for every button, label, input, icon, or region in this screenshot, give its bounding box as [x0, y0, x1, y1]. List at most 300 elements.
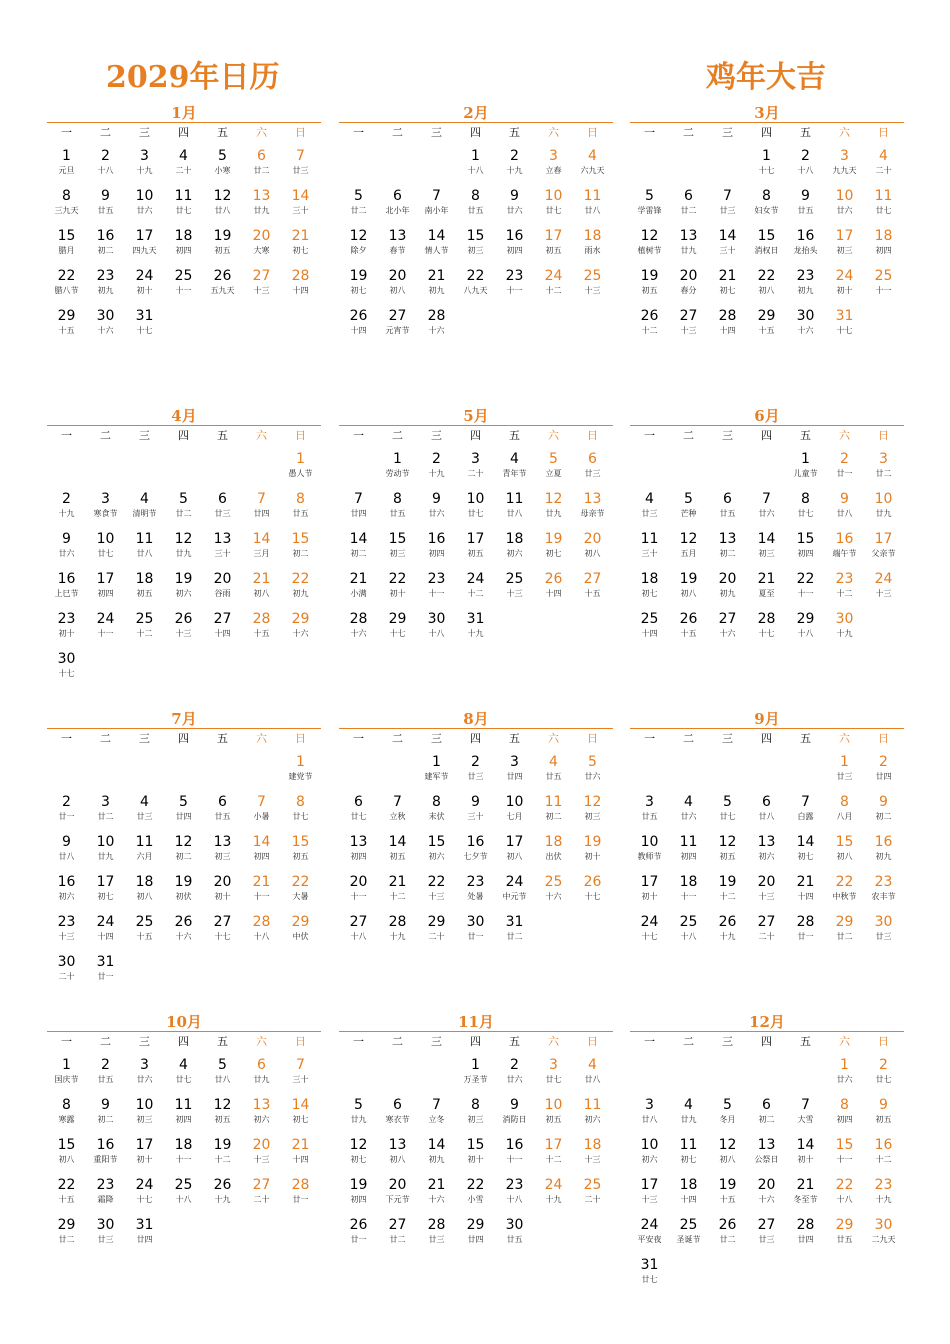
day-cell — [203, 794, 242, 822]
lunar-date: 立春 — [545, 166, 562, 175]
day-cell — [864, 571, 903, 599]
day-cell — [417, 834, 456, 862]
day-cell — [786, 794, 825, 822]
day-cell — [534, 834, 573, 862]
day-cell — [456, 531, 495, 559]
weekday-header: 三 — [139, 1035, 150, 1048]
day-number: 20 — [757, 874, 776, 890]
weekday-header: 六 — [839, 126, 850, 139]
weekday-header: 六 — [548, 732, 559, 745]
lunar-date: 端午节 — [832, 549, 857, 558]
day-cell — [164, 1177, 203, 1205]
lunar-date: 初八 — [136, 892, 153, 901]
day-number: 31 — [505, 914, 524, 930]
weekday-header: 六 — [548, 1035, 559, 1048]
day-cell — [203, 874, 242, 902]
lunar-date: 初七 — [719, 286, 736, 295]
month-name: 1月 — [171, 104, 197, 122]
day-cell — [708, 571, 747, 599]
day-number: 30 — [57, 651, 76, 667]
lunar-date: 初五 — [136, 589, 153, 598]
day-number: 6 — [684, 188, 693, 204]
lunar-date: 初三 — [214, 852, 231, 861]
day-cell — [456, 874, 495, 902]
month-divider — [339, 1031, 613, 1032]
day-cell — [125, 1057, 164, 1085]
day-number: 7 — [354, 491, 363, 507]
weekday-header: 二 — [683, 126, 694, 139]
day-number: 27 — [583, 571, 602, 587]
lunar-date: 腊月 — [58, 246, 75, 255]
day-number: 28 — [291, 1177, 310, 1193]
day-cell — [573, 1177, 612, 1205]
day-cell — [456, 268, 495, 296]
month-divider — [339, 122, 613, 123]
lunar-date: 廿六 — [680, 812, 697, 821]
day-cell — [825, 531, 864, 559]
day-cell — [281, 1057, 320, 1085]
weekday-header: 四 — [178, 1035, 189, 1048]
lunar-date: 元宵节 — [385, 326, 410, 335]
day-cell — [573, 491, 612, 519]
day-number: 21 — [757, 571, 776, 587]
day-number: 28 — [349, 611, 368, 627]
day-cell — [573, 1057, 612, 1085]
lunar-date: 万圣节 — [463, 1075, 488, 1084]
lunar-date: 廿七 — [641, 1275, 658, 1284]
day-cell — [708, 491, 747, 519]
day-cell — [708, 914, 747, 942]
day-number: 4 — [510, 451, 519, 467]
lunar-date: 初八 — [506, 852, 523, 861]
lunar-date: 十九 — [467, 629, 484, 638]
lunar-date: 大寒 — [253, 246, 270, 255]
day-number: 11 — [679, 1137, 698, 1153]
lunar-date: 寒露 — [58, 1115, 75, 1124]
day-number: 5 — [354, 188, 363, 204]
day-number: 20 — [213, 874, 232, 890]
lunar-date: 初九 — [428, 286, 445, 295]
day-cell — [339, 834, 378, 862]
lunar-date: 十八 — [97, 166, 114, 175]
day-number: 5 — [723, 1097, 732, 1113]
day-number: 14 — [796, 834, 815, 850]
day-cell — [747, 1177, 786, 1205]
day-number: 2 — [101, 148, 110, 164]
day-number: 23 — [57, 611, 76, 627]
day-cell — [339, 1097, 378, 1125]
lunar-date: 廿二 — [253, 166, 270, 175]
day-number: 30 — [57, 954, 76, 970]
day-cell — [339, 874, 378, 902]
lunar-date: 廿七 — [719, 812, 736, 821]
day-number: 26 — [349, 1217, 368, 1233]
day-cell — [669, 228, 708, 256]
lunar-date: 初四 — [97, 589, 114, 598]
day-cell — [47, 954, 86, 982]
lunar-date: 初二 — [97, 246, 114, 255]
lunar-date: 二十 — [175, 166, 192, 175]
lunar-date: 初三 — [467, 1115, 484, 1124]
day-cell — [534, 1177, 573, 1205]
lunar-date: 十八 — [175, 1195, 192, 1204]
day-number: 30 — [505, 1217, 524, 1233]
day-cell — [747, 531, 786, 559]
lunar-date: 十一 — [350, 892, 367, 901]
day-number: 27 — [757, 1217, 776, 1233]
day-number: 23 — [874, 1177, 893, 1193]
day-number: 25 — [135, 611, 154, 627]
day-number: 1 — [62, 1057, 71, 1073]
day-cell — [747, 914, 786, 942]
day-number: 19 — [349, 1177, 368, 1193]
lunar-date: 廿八 — [214, 206, 231, 215]
weekday-header: 三 — [431, 1035, 442, 1048]
lunar-date: 教师节 — [637, 852, 662, 861]
day-number: 18 — [544, 834, 563, 850]
lunar-date: 立夏 — [545, 469, 562, 478]
day-number: 7 — [257, 794, 266, 810]
day-cell — [281, 451, 320, 479]
weekday-header: 二 — [100, 126, 111, 139]
day-number: 2 — [510, 1057, 519, 1073]
lunar-date: 春分 — [680, 286, 697, 295]
lunar-date: 三十 — [719, 246, 736, 255]
day-number: 15 — [835, 834, 854, 850]
day-cell — [203, 531, 242, 559]
day-number: 10 — [96, 531, 115, 547]
weekday-header: 日 — [295, 126, 306, 139]
lunar-date: 父亲节 — [871, 549, 896, 558]
day-cell — [669, 188, 708, 216]
day-number: 4 — [684, 794, 693, 810]
lunar-date: 初四 — [836, 1115, 853, 1124]
day-cell — [378, 834, 417, 862]
day-number: 13 — [583, 491, 602, 507]
day-number: 10 — [135, 1097, 154, 1113]
day-number: 15 — [757, 228, 776, 244]
day-number: 5 — [588, 754, 597, 770]
lunar-date: 二十 — [584, 1195, 601, 1204]
weekday-header: 六 — [839, 1035, 850, 1048]
day-cell — [825, 148, 864, 176]
lunar-date: 廿三 — [467, 772, 484, 781]
lunar-date: 初五 — [545, 246, 562, 255]
day-cell — [495, 491, 534, 519]
day-cell — [125, 148, 164, 176]
day-cell — [456, 571, 495, 599]
day-cell — [203, 188, 242, 216]
day-number: 11 — [874, 188, 893, 204]
day-cell — [242, 1137, 281, 1165]
weekday-header: 五 — [509, 126, 520, 139]
lunar-date: 初十 — [389, 589, 406, 598]
day-number: 28 — [796, 914, 815, 930]
lunar-date: 初二 — [292, 549, 309, 558]
day-number: 27 — [388, 308, 407, 324]
lunar-date: 三九天 — [54, 206, 79, 215]
day-cell — [203, 834, 242, 862]
month-divider — [630, 1031, 904, 1032]
day-number: 5 — [549, 451, 558, 467]
day-cell — [417, 1137, 456, 1165]
day-number: 6 — [762, 794, 771, 810]
day-cell — [203, 1177, 242, 1205]
day-number: 7 — [801, 794, 810, 810]
lunar-date: 十四 — [797, 892, 814, 901]
day-number: 4 — [645, 491, 654, 507]
lunar-date: 十六 — [758, 1195, 775, 1204]
lunar-date: 廿三 — [214, 509, 231, 518]
day-number: 7 — [432, 1097, 441, 1113]
day-cell — [164, 1097, 203, 1125]
day-number: 27 — [679, 308, 698, 324]
day-number: 4 — [179, 1057, 188, 1073]
lunar-date: 廿七 — [175, 206, 192, 215]
day-cell — [417, 611, 456, 639]
lunar-date: 廿二 — [506, 932, 523, 941]
lunar-date: 廿七 — [292, 812, 309, 821]
lunar-date: 十二 — [467, 589, 484, 598]
day-number: 1 — [762, 148, 771, 164]
day-number: 18 — [174, 1137, 193, 1153]
lunar-date: 廿二 — [875, 469, 892, 478]
day-number: 24 — [466, 571, 485, 587]
lunar-date: 廿九 — [175, 549, 192, 558]
day-cell — [47, 794, 86, 822]
day-cell — [378, 531, 417, 559]
day-cell — [281, 874, 320, 902]
day-number: 12 — [544, 491, 563, 507]
lunar-date: 十五 — [584, 589, 601, 598]
day-cell — [573, 228, 612, 256]
lunar-date: 廿五 — [545, 772, 562, 781]
lunar-date: 廿五 — [797, 206, 814, 215]
day-number: 31 — [640, 1257, 659, 1273]
day-cell — [708, 1097, 747, 1125]
weekday-header: 三 — [722, 732, 733, 745]
day-number: 8 — [762, 188, 771, 204]
lunar-date: 十九 — [545, 1195, 562, 1204]
day-number: 25 — [679, 1217, 698, 1233]
day-cell — [534, 1097, 573, 1125]
day-cell — [125, 611, 164, 639]
lunar-date: 初二 — [719, 549, 736, 558]
day-number: 8 — [296, 794, 305, 810]
lunar-date: 十二 — [719, 892, 736, 901]
weekday-header: 四 — [178, 429, 189, 442]
day-cell — [573, 794, 612, 822]
day-cell — [125, 188, 164, 216]
weekday-header: 四 — [761, 429, 772, 442]
day-number: 10 — [544, 1097, 563, 1113]
lunar-date: 初三 — [758, 549, 775, 558]
lunar-date: 十一 — [680, 892, 697, 901]
lunar-date: 龙抬头 — [793, 246, 818, 255]
lunar-date: 十二 — [641, 326, 658, 335]
lunar-date: 夏至 — [758, 589, 775, 598]
day-number: 21 — [252, 874, 271, 890]
day-number: 3 — [549, 148, 558, 164]
lunar-date: 初二 — [875, 812, 892, 821]
day-number: 26 — [718, 1217, 737, 1233]
month-name: 6月 — [754, 407, 780, 425]
day-number: 28 — [388, 914, 407, 930]
day-cell — [456, 188, 495, 216]
day-cell — [864, 228, 903, 256]
day-number: 25 — [583, 1177, 602, 1193]
lunar-date: 初四 — [875, 246, 892, 255]
lunar-date: 十三 — [584, 286, 601, 295]
day-number: 30 — [427, 611, 446, 627]
lunar-date: 初八 — [58, 1155, 75, 1164]
day-number: 5 — [723, 794, 732, 810]
day-cell — [825, 571, 864, 599]
lunar-date: 初伏 — [175, 892, 192, 901]
day-cell — [86, 571, 125, 599]
day-cell — [164, 914, 203, 942]
day-number: 24 — [505, 874, 524, 890]
lunar-date: 廿六 — [836, 206, 853, 215]
day-number: 23 — [57, 914, 76, 930]
day-number: 24 — [544, 1177, 563, 1193]
day-cell — [456, 491, 495, 519]
day-cell — [456, 1097, 495, 1125]
lunar-date: 十四 — [350, 326, 367, 335]
day-cell — [378, 268, 417, 296]
lunar-date: 廿四 — [253, 509, 270, 518]
day-cell — [786, 914, 825, 942]
day-cell — [86, 611, 125, 639]
day-number: 26 — [349, 308, 368, 324]
day-cell — [669, 874, 708, 902]
lunar-date: 清明节 — [132, 509, 157, 518]
day-number: 24 — [96, 611, 115, 627]
lunar-date: 春节 — [389, 246, 406, 255]
day-number: 17 — [640, 874, 659, 890]
day-cell — [281, 268, 320, 296]
day-number: 9 — [101, 188, 110, 204]
lunar-date: 十五 — [719, 1195, 736, 1204]
lunar-date: 廿六 — [506, 1075, 523, 1084]
day-number: 19 — [718, 874, 737, 890]
day-number: 15 — [291, 531, 310, 547]
day-cell — [786, 491, 825, 519]
lunar-date: 南小年 — [424, 206, 449, 215]
lunar-date: 十七 — [641, 932, 658, 941]
lunar-date: 元旦 — [58, 166, 75, 175]
day-cell — [786, 1097, 825, 1125]
lunar-date: 十三 — [875, 589, 892, 598]
lunar-date: 白露 — [797, 812, 814, 821]
day-number: 17 — [544, 1137, 563, 1153]
lunar-date: 十二 — [545, 286, 562, 295]
lunar-date: 十一 — [175, 286, 192, 295]
lunar-date: 十六 — [545, 892, 562, 901]
day-number: 10 — [640, 1137, 659, 1153]
lunar-date: 处暑 — [467, 892, 484, 901]
day-cell — [573, 148, 612, 176]
day-number: 3 — [101, 794, 110, 810]
day-number: 29 — [291, 914, 310, 930]
day-number: 23 — [427, 571, 446, 587]
day-cell — [339, 1217, 378, 1245]
day-number: 28 — [252, 611, 271, 627]
weekday-header: 四 — [470, 1035, 481, 1048]
lunar-date: 廿九 — [350, 1115, 367, 1124]
day-number: 17 — [466, 531, 485, 547]
day-cell — [495, 451, 534, 479]
lunar-date: 十三 — [641, 1195, 658, 1204]
day-number: 10 — [96, 834, 115, 850]
day-cell — [281, 754, 320, 782]
lunar-date: 十三 — [428, 892, 445, 901]
day-number: 15 — [796, 531, 815, 547]
day-number: 3 — [840, 148, 849, 164]
lunar-date: 初五 — [545, 1115, 562, 1124]
lunar-date: 十八 — [680, 932, 697, 941]
lunar-date: 廿七 — [175, 1075, 192, 1084]
day-cell — [86, 308, 125, 336]
weekday-header: 二 — [683, 1035, 694, 1048]
day-number: 21 — [252, 571, 271, 587]
day-number: 28 — [291, 268, 310, 284]
day-number: 14 — [291, 188, 310, 204]
lunar-date: 初二 — [97, 1115, 114, 1124]
day-cell — [242, 268, 281, 296]
day-cell — [669, 491, 708, 519]
lunar-date: 廿五 — [719, 509, 736, 518]
day-cell — [203, 611, 242, 639]
lunar-date: 上巳节 — [54, 589, 79, 598]
lunar-date: 廿三 — [719, 206, 736, 215]
lunar-date: 廿六 — [136, 1075, 153, 1084]
day-number: 18 — [583, 1137, 602, 1153]
day-number: 8 — [840, 794, 849, 810]
day-number: 19 — [349, 268, 368, 284]
day-cell — [86, 228, 125, 256]
day-cell — [86, 268, 125, 296]
day-number: 26 — [174, 914, 193, 930]
day-number: 3 — [645, 794, 654, 810]
lunar-date: 初四 — [175, 1115, 192, 1124]
day-cell — [495, 754, 534, 782]
lunar-date: 廿二 — [836, 932, 853, 941]
day-cell — [630, 834, 669, 862]
day-cell — [864, 834, 903, 862]
day-number: 5 — [354, 1097, 363, 1113]
lunar-date: 初九 — [292, 589, 309, 598]
day-cell — [203, 1057, 242, 1085]
day-cell — [456, 1217, 495, 1245]
lunar-date: 二十 — [467, 469, 484, 478]
day-number: 5 — [218, 1057, 227, 1073]
day-cell — [825, 754, 864, 782]
day-number: 16 — [505, 1137, 524, 1153]
day-number: 20 — [388, 268, 407, 284]
lunar-date: 初四 — [797, 549, 814, 558]
day-cell — [495, 268, 534, 296]
lunar-date: 十七 — [136, 326, 153, 335]
weekday-header: 日 — [878, 126, 889, 139]
lunar-date: 初五 — [641, 286, 658, 295]
day-number: 4 — [140, 491, 149, 507]
lunar-date: 初四 — [350, 1195, 367, 1204]
weekday-header: 五 — [217, 429, 228, 442]
day-number: 26 — [679, 611, 698, 627]
day-cell — [86, 834, 125, 862]
lunar-date: 初六 — [641, 1155, 658, 1164]
